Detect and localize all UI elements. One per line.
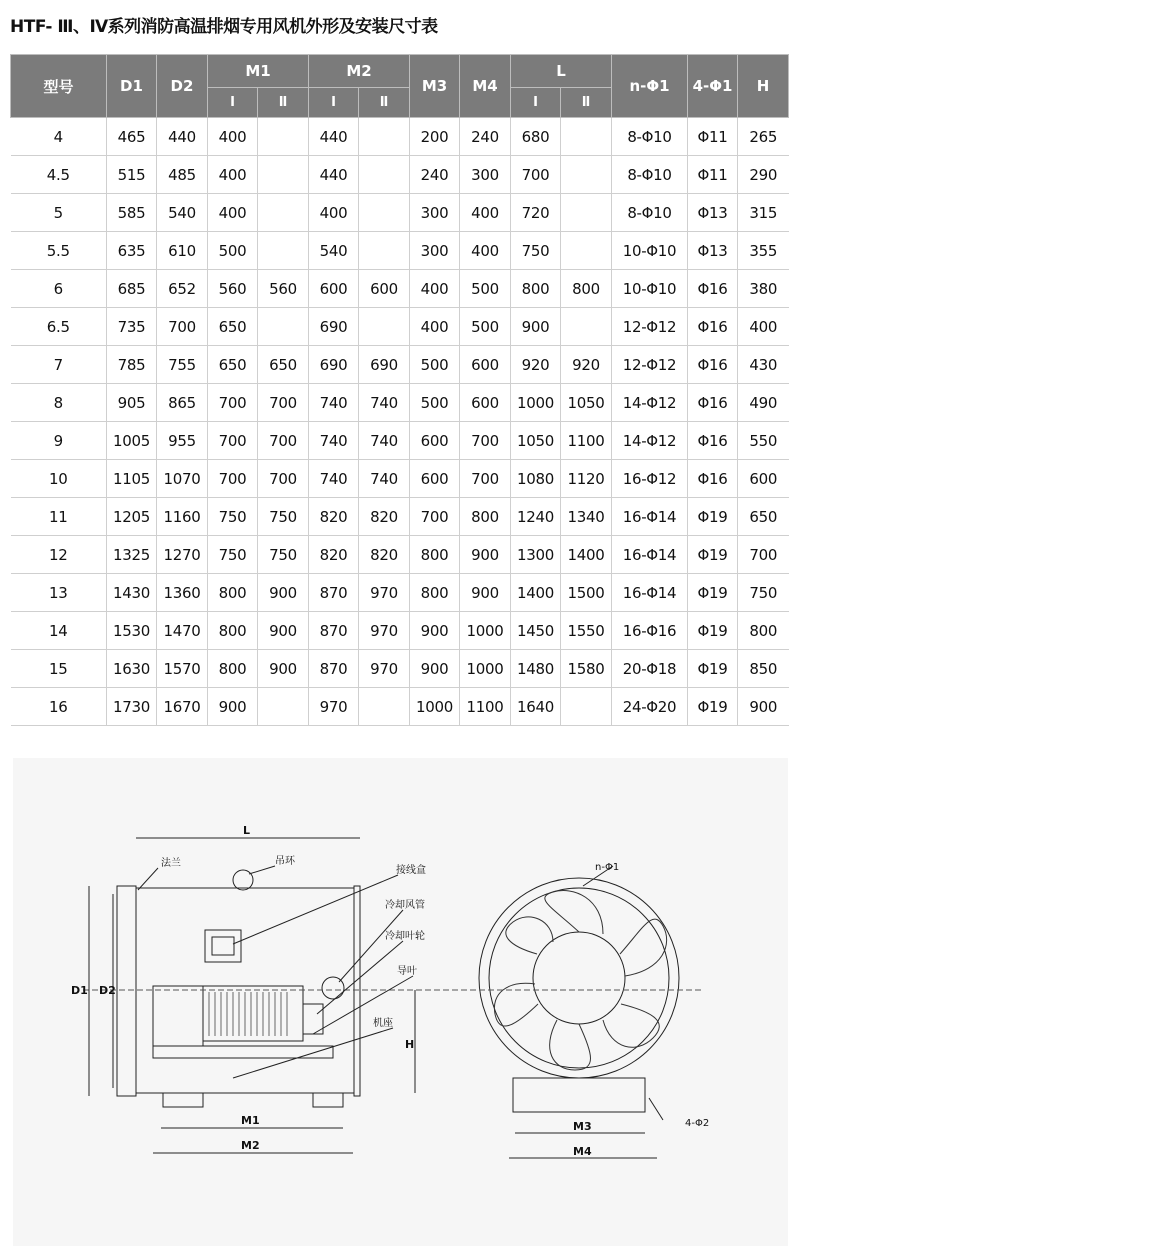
table-cell: 240 bbox=[410, 156, 460, 194]
table-cell: 5 bbox=[11, 194, 107, 232]
table-cell: 6 bbox=[11, 270, 107, 308]
table-cell: 900 bbox=[460, 574, 511, 612]
table-cell: 600 bbox=[359, 270, 410, 308]
table-cell: 1050 bbox=[511, 422, 561, 460]
table-cell bbox=[258, 194, 309, 232]
table-cell: 1430 bbox=[107, 574, 157, 612]
table-cell: 6.5 bbox=[11, 308, 107, 346]
table-cell: 1005 bbox=[107, 422, 157, 460]
table-cell: 400 bbox=[208, 194, 258, 232]
table-cell: 1640 bbox=[511, 688, 561, 726]
table-cell: 900 bbox=[208, 688, 258, 726]
table-cell: 1105 bbox=[107, 460, 157, 498]
table-cell: 500 bbox=[410, 384, 460, 422]
leader-4-phi2 bbox=[649, 1098, 663, 1120]
table-cell: 870 bbox=[309, 612, 359, 650]
table-cell: 1000 bbox=[410, 688, 460, 726]
table-cell: 1450 bbox=[511, 612, 561, 650]
table-cell: 820 bbox=[359, 536, 410, 574]
label-d1: D1 bbox=[71, 984, 88, 997]
table-cell: 700 bbox=[208, 422, 258, 460]
table-cell: 1340 bbox=[561, 498, 612, 536]
table-cell bbox=[561, 308, 612, 346]
lifting-ring-outline bbox=[233, 870, 253, 890]
foot-right bbox=[313, 1093, 343, 1107]
table-cell bbox=[359, 118, 410, 156]
table-cell: 740 bbox=[309, 422, 359, 460]
table-cell: 16-Φ16 bbox=[612, 612, 688, 650]
table-cell: Φ19 bbox=[688, 574, 738, 612]
foot-left bbox=[163, 1093, 203, 1107]
label-h: H bbox=[405, 1038, 415, 1051]
label-n-phi1: n-Φ1 bbox=[595, 862, 620, 873]
table-cell: 740 bbox=[359, 460, 410, 498]
table-cell: 970 bbox=[309, 688, 359, 726]
header-m2-i: Ⅰ bbox=[309, 88, 359, 118]
table-cell: Φ16 bbox=[688, 346, 738, 384]
table-row bbox=[11, 270, 789, 308]
table-cell: 1580 bbox=[561, 650, 612, 688]
table-cell: Φ16 bbox=[688, 422, 738, 460]
table-cell: Φ13 bbox=[688, 232, 738, 270]
table-cell: 800 bbox=[208, 650, 258, 688]
header-d1: D1 bbox=[107, 55, 157, 118]
table-cell: 560 bbox=[258, 270, 309, 308]
table-cell: 685 bbox=[107, 270, 157, 308]
header-model: 型号 bbox=[11, 55, 107, 118]
table-cell bbox=[359, 232, 410, 270]
table-cell bbox=[359, 308, 410, 346]
table-cell: 400 bbox=[208, 156, 258, 194]
table-cell: 8-Φ10 bbox=[612, 194, 688, 232]
table-cell: 750 bbox=[258, 536, 309, 574]
table-cell: Φ16 bbox=[688, 270, 738, 308]
table-cell: 12-Φ12 bbox=[612, 308, 688, 346]
table-cell: 690 bbox=[309, 308, 359, 346]
label-m2: M2 bbox=[241, 1139, 260, 1152]
table-cell: 870 bbox=[309, 650, 359, 688]
table-cell bbox=[561, 194, 612, 232]
table-cell: 1000 bbox=[460, 612, 511, 650]
table-cell: 600 bbox=[410, 460, 460, 498]
table-cell: 500 bbox=[410, 346, 460, 384]
header-m3: M3 bbox=[410, 55, 460, 118]
header-4-phi1: 4-Φ1 bbox=[688, 55, 738, 118]
table-cell: 290 bbox=[738, 156, 789, 194]
label-lifting-ring: 吊环 bbox=[275, 856, 295, 867]
table-cell: 900 bbox=[258, 650, 309, 688]
table-row bbox=[11, 574, 789, 612]
table-cell: 1670 bbox=[157, 688, 208, 726]
table-cell: 920 bbox=[561, 346, 612, 384]
table-cell: 800 bbox=[410, 574, 460, 612]
table-cell: 16 bbox=[11, 688, 107, 726]
table-cell: 240 bbox=[460, 118, 511, 156]
label-l: L bbox=[243, 824, 251, 837]
table-cell: 1100 bbox=[561, 422, 612, 460]
table-row bbox=[11, 536, 789, 574]
table-cell: 650 bbox=[208, 346, 258, 384]
table-cell: 700 bbox=[208, 460, 258, 498]
table-cell: 515 bbox=[107, 156, 157, 194]
header-l-ii: Ⅱ bbox=[561, 88, 612, 118]
header-m2: M2 bbox=[309, 55, 410, 88]
table-cell bbox=[359, 688, 410, 726]
table-cell: 465 bbox=[107, 118, 157, 156]
table-cell: 1070 bbox=[157, 460, 208, 498]
table-cell: 1160 bbox=[157, 498, 208, 536]
leader-lifting-ring bbox=[249, 866, 275, 874]
header-d2: D2 bbox=[157, 55, 208, 118]
table-cell: 11 bbox=[11, 498, 107, 536]
table-row bbox=[11, 346, 789, 384]
table-cell: 4.5 bbox=[11, 156, 107, 194]
table-cell: 750 bbox=[208, 498, 258, 536]
table-cell: 1000 bbox=[460, 650, 511, 688]
table-cell: 200 bbox=[410, 118, 460, 156]
label-m1: M1 bbox=[241, 1114, 260, 1127]
table-cell: 900 bbox=[410, 650, 460, 688]
table-cell: 900 bbox=[738, 688, 789, 726]
table-cell: 560 bbox=[208, 270, 258, 308]
table-cell: 700 bbox=[511, 156, 561, 194]
table-cell: 755 bbox=[157, 346, 208, 384]
table-row bbox=[11, 156, 789, 194]
label-4-phi2: 4-Φ2 bbox=[685, 1118, 710, 1129]
table-row bbox=[11, 384, 789, 422]
table-cell: 1530 bbox=[107, 612, 157, 650]
table-cell: Φ16 bbox=[688, 384, 738, 422]
table-cell: 750 bbox=[511, 232, 561, 270]
fan-dimension-drawing bbox=[13, 758, 788, 1246]
table-cell: 490 bbox=[738, 384, 789, 422]
table-cell: 700 bbox=[258, 384, 309, 422]
table-cell: 800 bbox=[208, 612, 258, 650]
table-cell: 7 bbox=[11, 346, 107, 384]
table-cell: 1570 bbox=[157, 650, 208, 688]
table-cell: 1470 bbox=[157, 612, 208, 650]
table-cell: 970 bbox=[359, 650, 410, 688]
table-cell: Φ16 bbox=[688, 460, 738, 498]
table-cell bbox=[359, 156, 410, 194]
table-cell: 12 bbox=[11, 536, 107, 574]
table-cell: 300 bbox=[460, 156, 511, 194]
table-cell: 700 bbox=[460, 460, 511, 498]
table-cell bbox=[258, 118, 309, 156]
label-m3: M3 bbox=[573, 1120, 592, 1133]
table-row bbox=[11, 232, 789, 270]
header-m2-ii: Ⅱ bbox=[359, 88, 410, 118]
table-cell: 1480 bbox=[511, 650, 561, 688]
table-cell: 785 bbox=[107, 346, 157, 384]
table-cell: 440 bbox=[157, 118, 208, 156]
table-cell: 750 bbox=[208, 536, 258, 574]
table-cell: 13 bbox=[11, 574, 107, 612]
table-cell: 600 bbox=[460, 346, 511, 384]
table-cell: Φ19 bbox=[688, 650, 738, 688]
table-cell: 700 bbox=[410, 498, 460, 536]
table-cell: 700 bbox=[738, 536, 789, 574]
table-row bbox=[11, 688, 789, 726]
impeller-hub-outline bbox=[153, 986, 203, 1046]
table-cell: 1080 bbox=[511, 460, 561, 498]
table-cell: 700 bbox=[208, 384, 258, 422]
junction-box-inner bbox=[212, 937, 234, 955]
table-cell: 870 bbox=[309, 574, 359, 612]
table-cell: 820 bbox=[309, 536, 359, 574]
table-cell: 1500 bbox=[561, 574, 612, 612]
table-cell: 24-Φ20 bbox=[612, 688, 688, 726]
table-cell: 680 bbox=[511, 118, 561, 156]
table-cell: 540 bbox=[309, 232, 359, 270]
table-cell: 735 bbox=[107, 308, 157, 346]
table-row bbox=[11, 650, 789, 688]
table-cell: Φ16 bbox=[688, 308, 738, 346]
table-cell bbox=[258, 156, 309, 194]
table-cell: 1240 bbox=[511, 498, 561, 536]
table-cell bbox=[561, 118, 612, 156]
label-guide-vane: 导叶 bbox=[397, 966, 417, 977]
header-l-i: Ⅰ bbox=[511, 88, 561, 118]
table-cell: 800 bbox=[208, 574, 258, 612]
table-cell: 690 bbox=[359, 346, 410, 384]
table-cell: 550 bbox=[738, 422, 789, 460]
table-cell: 900 bbox=[410, 612, 460, 650]
table-cell bbox=[258, 688, 309, 726]
table-cell: 1000 bbox=[511, 384, 561, 422]
table-cell: 1205 bbox=[107, 498, 157, 536]
table-cell bbox=[561, 156, 612, 194]
table-row bbox=[11, 118, 789, 156]
label-cooling-impeller: 冷却叶轮 bbox=[385, 931, 425, 942]
outlet-flange-outline bbox=[354, 886, 360, 1096]
table-cell: 10-Φ10 bbox=[612, 232, 688, 270]
table-cell: 1325 bbox=[107, 536, 157, 574]
label-m4: M4 bbox=[573, 1145, 592, 1158]
table-cell: 905 bbox=[107, 384, 157, 422]
table-cell: 14 bbox=[11, 612, 107, 650]
table-cell: 400 bbox=[460, 232, 511, 270]
table-cell: 900 bbox=[511, 308, 561, 346]
table-cell bbox=[258, 232, 309, 270]
table-cell: 1100 bbox=[460, 688, 511, 726]
table-cell: 700 bbox=[258, 422, 309, 460]
table-cell: 16-Φ14 bbox=[612, 574, 688, 612]
table-cell: 8-Φ10 bbox=[612, 156, 688, 194]
table-cell: Φ11 bbox=[688, 156, 738, 194]
front-flange-outer bbox=[479, 878, 679, 1078]
table-cell: 700 bbox=[258, 460, 309, 498]
table-cell: 540 bbox=[157, 194, 208, 232]
table-cell: 850 bbox=[738, 650, 789, 688]
header-l: L bbox=[511, 55, 612, 88]
table-cell: 1360 bbox=[157, 574, 208, 612]
table-cell: 970 bbox=[359, 612, 410, 650]
table-cell: Φ19 bbox=[688, 536, 738, 574]
motor-fins bbox=[209, 992, 287, 1036]
table-cell: 400 bbox=[410, 270, 460, 308]
table-cell: 15 bbox=[11, 650, 107, 688]
table-cell: 865 bbox=[157, 384, 208, 422]
table-cell: 4 bbox=[11, 118, 107, 156]
table-cell: 1270 bbox=[157, 536, 208, 574]
dimension-table bbox=[10, 54, 789, 726]
table-cell: 500 bbox=[460, 270, 511, 308]
leader-flange bbox=[138, 868, 158, 890]
table-cell: 265 bbox=[738, 118, 789, 156]
table-row bbox=[11, 422, 789, 460]
table-cell: 600 bbox=[410, 422, 460, 460]
page-title: HTF- Ⅲ、Ⅳ系列消防高温排烟专用风机外形及安装尺寸表 bbox=[10, 17, 438, 37]
table-cell: 700 bbox=[157, 308, 208, 346]
table-cell: 355 bbox=[738, 232, 789, 270]
table-cell: 650 bbox=[738, 498, 789, 536]
table-cell: 5.5 bbox=[11, 232, 107, 270]
table-cell: 10 bbox=[11, 460, 107, 498]
table-cell: 1730 bbox=[107, 688, 157, 726]
table-cell: Φ19 bbox=[688, 612, 738, 650]
base-outline bbox=[153, 1046, 333, 1058]
table-cell bbox=[561, 688, 612, 726]
table-cell: 690 bbox=[309, 346, 359, 384]
table-cell: 820 bbox=[309, 498, 359, 536]
table-cell: 635 bbox=[107, 232, 157, 270]
table-cell: 900 bbox=[258, 574, 309, 612]
table-cell: 740 bbox=[359, 422, 410, 460]
junction-box-outline bbox=[205, 930, 241, 962]
leader-cooling-duct bbox=[339, 910, 403, 982]
table-cell: Φ19 bbox=[688, 498, 738, 536]
table-cell: 20-Φ18 bbox=[612, 650, 688, 688]
table-cell: 600 bbox=[309, 270, 359, 308]
table-cell: 8-Φ10 bbox=[612, 118, 688, 156]
table-cell: 700 bbox=[460, 422, 511, 460]
table-cell: 400 bbox=[410, 308, 460, 346]
table-cell bbox=[359, 194, 410, 232]
table-row bbox=[11, 612, 789, 650]
table-cell: 8 bbox=[11, 384, 107, 422]
header-m1-ii: Ⅱ bbox=[258, 88, 309, 118]
table-row bbox=[11, 460, 789, 498]
table-cell: 820 bbox=[359, 498, 410, 536]
table-cell: 380 bbox=[738, 270, 789, 308]
table-cell: 440 bbox=[309, 118, 359, 156]
table-cell: 800 bbox=[738, 612, 789, 650]
table-cell: 300 bbox=[410, 194, 460, 232]
table-cell: 10-Φ10 bbox=[612, 270, 688, 308]
table-cell: 800 bbox=[511, 270, 561, 308]
table-cell: 740 bbox=[359, 384, 410, 422]
table-cell: Φ11 bbox=[688, 118, 738, 156]
table-cell: 750 bbox=[738, 574, 789, 612]
table-cell: 800 bbox=[460, 498, 511, 536]
header-n-phi1: n-Φ1 bbox=[612, 55, 688, 118]
table-cell: 400 bbox=[738, 308, 789, 346]
table-cell: 16-Φ14 bbox=[612, 498, 688, 536]
table-cell: 485 bbox=[157, 156, 208, 194]
table-cell: 400 bbox=[208, 118, 258, 156]
table-cell: 16-Φ12 bbox=[612, 460, 688, 498]
table-cell: 800 bbox=[410, 536, 460, 574]
header-m1-i: Ⅰ bbox=[208, 88, 258, 118]
table-cell: 1400 bbox=[561, 536, 612, 574]
motor-outline bbox=[203, 986, 303, 1041]
table-cell: 900 bbox=[460, 536, 511, 574]
table-cell: 920 bbox=[511, 346, 561, 384]
header-h: H bbox=[738, 55, 789, 118]
table-cell: 740 bbox=[309, 384, 359, 422]
table-cell bbox=[258, 308, 309, 346]
table-cell: 610 bbox=[157, 232, 208, 270]
label-flange: 法兰 bbox=[161, 858, 181, 869]
table-cell: 650 bbox=[208, 308, 258, 346]
table-cell: 900 bbox=[258, 612, 309, 650]
table-cell: 800 bbox=[561, 270, 612, 308]
header-m1: M1 bbox=[208, 55, 309, 88]
table-cell: 720 bbox=[511, 194, 561, 232]
table-cell: 440 bbox=[309, 156, 359, 194]
table-cell: Φ19 bbox=[688, 688, 738, 726]
table-body bbox=[11, 118, 789, 726]
table-cell: 600 bbox=[460, 384, 511, 422]
table-cell: 315 bbox=[738, 194, 789, 232]
table-cell: 300 bbox=[410, 232, 460, 270]
table-cell: 430 bbox=[738, 346, 789, 384]
label-junction-box: 接线盒 bbox=[396, 865, 426, 876]
table-cell: 1120 bbox=[561, 460, 612, 498]
front-base bbox=[513, 1078, 645, 1112]
front-flange-inner bbox=[489, 888, 669, 1068]
drawing-svg bbox=[13, 758, 788, 1246]
table-row bbox=[11, 194, 789, 232]
table-cell: 14-Φ12 bbox=[612, 422, 688, 460]
flange-outline bbox=[117, 886, 136, 1096]
table-cell: 585 bbox=[107, 194, 157, 232]
table-cell: 1400 bbox=[511, 574, 561, 612]
label-cooling-duct: 冷却风管 bbox=[385, 900, 425, 911]
table-cell: 652 bbox=[157, 270, 208, 308]
table-cell: 12-Φ12 bbox=[612, 346, 688, 384]
table-cell: 970 bbox=[359, 574, 410, 612]
table-cell: 1300 bbox=[511, 536, 561, 574]
label-base: 机座 bbox=[373, 1018, 393, 1029]
table-cell: 1630 bbox=[107, 650, 157, 688]
table-cell: 400 bbox=[309, 194, 359, 232]
table-cell: 1050 bbox=[561, 384, 612, 422]
table-cell: 400 bbox=[460, 194, 511, 232]
table-cell: 1550 bbox=[561, 612, 612, 650]
table-cell: 650 bbox=[258, 346, 309, 384]
table-cell: 9 bbox=[11, 422, 107, 460]
table-cell: 955 bbox=[157, 422, 208, 460]
table-cell: 500 bbox=[460, 308, 511, 346]
header-m4: M4 bbox=[460, 55, 511, 118]
table-cell: Φ13 bbox=[688, 194, 738, 232]
front-hub bbox=[533, 932, 625, 1024]
table-cell: 16-Φ14 bbox=[612, 536, 688, 574]
table-row bbox=[11, 308, 789, 346]
table-cell: 500 bbox=[208, 232, 258, 270]
table-cell: 740 bbox=[309, 460, 359, 498]
table-row bbox=[11, 498, 789, 536]
leader-junction-box bbox=[233, 875, 398, 944]
table-cell: 14-Φ12 bbox=[612, 384, 688, 422]
table-cell: 750 bbox=[258, 498, 309, 536]
table-cell: 600 bbox=[738, 460, 789, 498]
label-d2: D2 bbox=[99, 984, 116, 997]
table-cell bbox=[561, 232, 612, 270]
